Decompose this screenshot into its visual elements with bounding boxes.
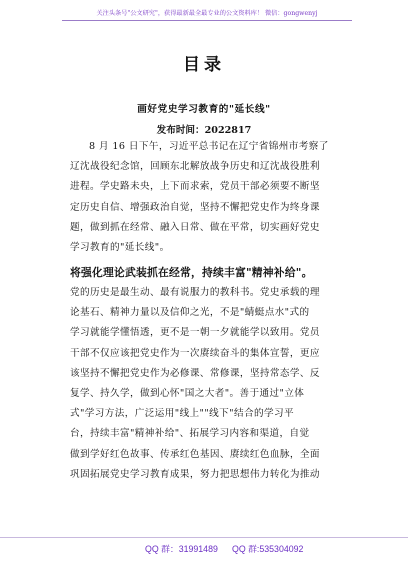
publish-line [0, 122, 408, 136]
paragraph-line: 做到学好红色故事、传承红色基因、赓续红色血脉，全面 [70, 448, 320, 460]
section-paragraph [70, 283, 352, 485]
paragraph-line: 辽沈战役纪念馆，回顾东北解放战争历史和辽沈战役胜利 [70, 161, 320, 173]
page-title: 目录 [183, 55, 225, 75]
paragraph-line: 题，做到抓在经常、融入日常、做在平常，切实画好党史 [70, 221, 320, 233]
paragraph-line: 8 月 16 日下午，习近平总书记在辽宁省锦州市考察了 [89, 141, 329, 152]
publish-date: 2022817 [204, 125, 252, 136]
publish-label: 发布时间： [156, 125, 205, 136]
header-banner: 关注头条号"公文研究"，获得最新最全最专业的公文资料库！ 微信：gongwenyj [62, 8, 352, 21]
intro-paragraph [70, 137, 352, 258]
paragraph-line: 论基石、精神力量以及信仰之光，不是"蜻蜓点水"式的 [70, 307, 310, 319]
qq-group-1: QQ 群：31991489 [145, 544, 218, 554]
paragraph-line: 定历史自信、增强政治自觉，坚持不懈把党史作为终身课 [70, 201, 320, 213]
paragraph-line: 式"学习方法，广泛运用"线上""线下"结合的学习平 [70, 408, 294, 420]
paragraph-line: 复学、持久学，做到心怀"国之大者"。善于通过"立体 [70, 388, 305, 400]
paragraph-line: 干部不仅应该把党史作为一次赓续奋斗的集体宣誓，更应 [70, 347, 320, 359]
section-heading: 将强化理论武装抓在经常，持续丰富"精神补给"。 [70, 266, 313, 279]
paragraph-line: 台，持续丰富"精神补给"、拓展学习内容和渠道，自觉 [70, 428, 310, 440]
article-title: 画好党史学习教育的"延长线" [137, 104, 271, 115]
paragraph-line: 该坚持不懈把党史作为必修课、常修课，坚持常态学、反 [70, 367, 320, 379]
paragraph-line: 进程。学史路未央，上下而求索，党员干部必须要不断坚 [70, 181, 320, 193]
paragraph-line: 巩固拓展党史学习教育成果，努力把思想伟力转化为推动 [70, 468, 320, 480]
paragraph-line: 学习就能学懂悟透，更不是一朝一夕就能学以致用。党员 [70, 327, 320, 339]
page-footer [0, 537, 408, 554]
paragraph-line: 学习教育的"延长线"。 [70, 242, 170, 254]
qq-group-2: QQ 群:535304092 [232, 544, 304, 554]
paragraph-line: 党的历史是最生动、最有说服力的教科书。党史承载的理 [70, 287, 320, 298]
